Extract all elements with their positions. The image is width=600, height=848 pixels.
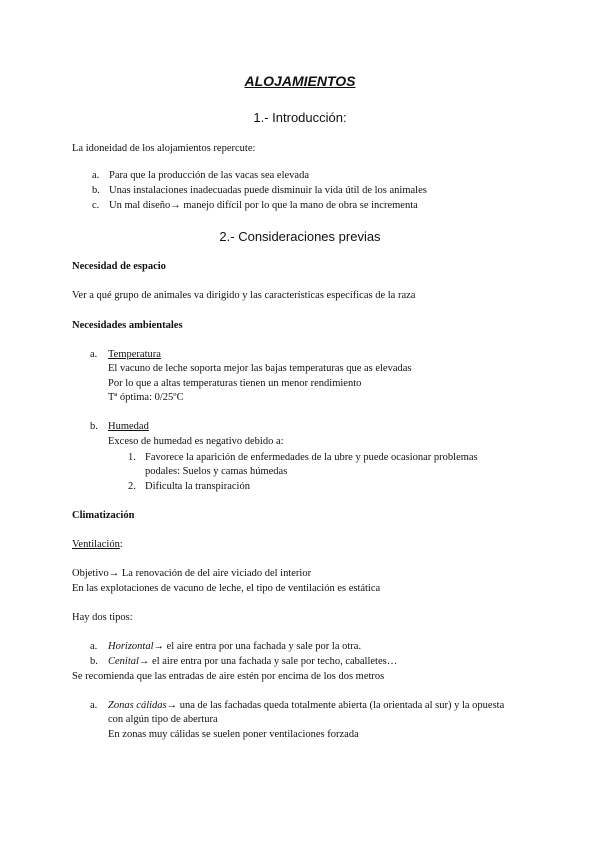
temp-line-1: El vacuno de leche soporta mejor las bajas temperaturas que as elevadas — [108, 363, 412, 374]
humidity-label: Humedad — [108, 421, 149, 432]
type-b-text: → el aire entra por una fachada y sale por techo, caballetes… — [138, 656, 398, 667]
zones-line-3: En zonas muy cálidas se suelen poner ventilaciones forzada — [108, 729, 359, 740]
intro-item-c: Un mal diseño→ manejo difícil por lo que la mano de obra se incrementa — [109, 200, 418, 211]
env-heading: Necesidades ambientales — [72, 320, 183, 331]
recommend-line: Se recomienda que las entradas de aire estén por encima de los dos metros — [72, 671, 385, 682]
space-text: Ver a qué grupo de animales va dirigido y las características específicas de la raza — [72, 290, 416, 301]
type-a-marker: a. — [90, 641, 98, 652]
humidity-item-2-line-1: Dificulta la transpiración — [145, 481, 250, 492]
type-b-term: Cenital — [108, 656, 139, 667]
intro-item-c-marker: c. — [92, 200, 100, 211]
temp-marker: a. — [90, 349, 98, 360]
type-a-text: → el aire entra por una fachada y sale por la otra. — [153, 641, 362, 652]
types-intro: Hay dos tipos: — [72, 612, 133, 623]
space-heading: Necesidad de espacio — [72, 261, 166, 272]
zones-line-1 — [108, 699, 504, 712]
type-b — [108, 655, 397, 668]
intro-item-b: Unas instalaciones inadecuadas puede disminuir la vida útil de los animales — [109, 185, 427, 196]
vent-label: Ventilación — [72, 539, 120, 550]
intro-item-b-marker: b. — [92, 185, 100, 196]
intro-heading: 1.- Introducción: — [253, 110, 347, 125]
intro-item-a: Para que la producción de las vacas sea elevada — [109, 170, 309, 181]
exploit-line: En las explotaciones de vacuno de leche, el tipo de ventilación es estática — [72, 583, 381, 594]
prev-heading: 2.- Consideraciones previas — [219, 229, 381, 244]
zones-term: Zonas cálidas — [108, 700, 167, 711]
humidity-item-2-marker: 2. — [128, 481, 136, 492]
humidity-item-1-line-1: Favorece la aparición de enfermedades de la ubre y puede ocasionar problemas — [145, 452, 478, 463]
humidity-marker: b. — [90, 421, 98, 432]
intro-item-a-marker: a. — [92, 170, 100, 181]
zones-line-2: con algún tipo de abertura — [108, 714, 218, 725]
vent-line — [72, 538, 123, 551]
clim-heading: Climatización — [72, 510, 135, 521]
temp-label: Temperatura — [108, 349, 161, 360]
objective-line: Objetivo→ La renovación de del aire viciado del interior — [72, 568, 312, 579]
temp-line-2: Por lo que a altas temperaturas tienen un menor rendimiento — [108, 378, 362, 389]
type-a — [108, 640, 361, 653]
zones-text: → una de las fachadas queda totalmente abierta (la orientada al sur) y la opuesta — [166, 700, 505, 711]
document-title: ALOJAMIENTOS — [244, 73, 356, 89]
vent-colon: : — [119, 539, 123, 550]
humidity-item-1-line-2: podales: Suelos y camas húmedas — [145, 466, 288, 477]
type-b-marker: b. — [90, 656, 98, 667]
type-a-term: Horizontal — [108, 641, 154, 652]
zones-marker: a. — [90, 700, 98, 711]
humidity-item-1-marker: 1. — [128, 452, 136, 463]
humidity-intro: Exceso de humedad es negativo debido a: — [108, 436, 284, 447]
temp-line-3: Tª óptima: 0/25ºC — [108, 392, 184, 403]
intro-text: La idoneidad de los alojamientos repercute: — [72, 143, 256, 154]
